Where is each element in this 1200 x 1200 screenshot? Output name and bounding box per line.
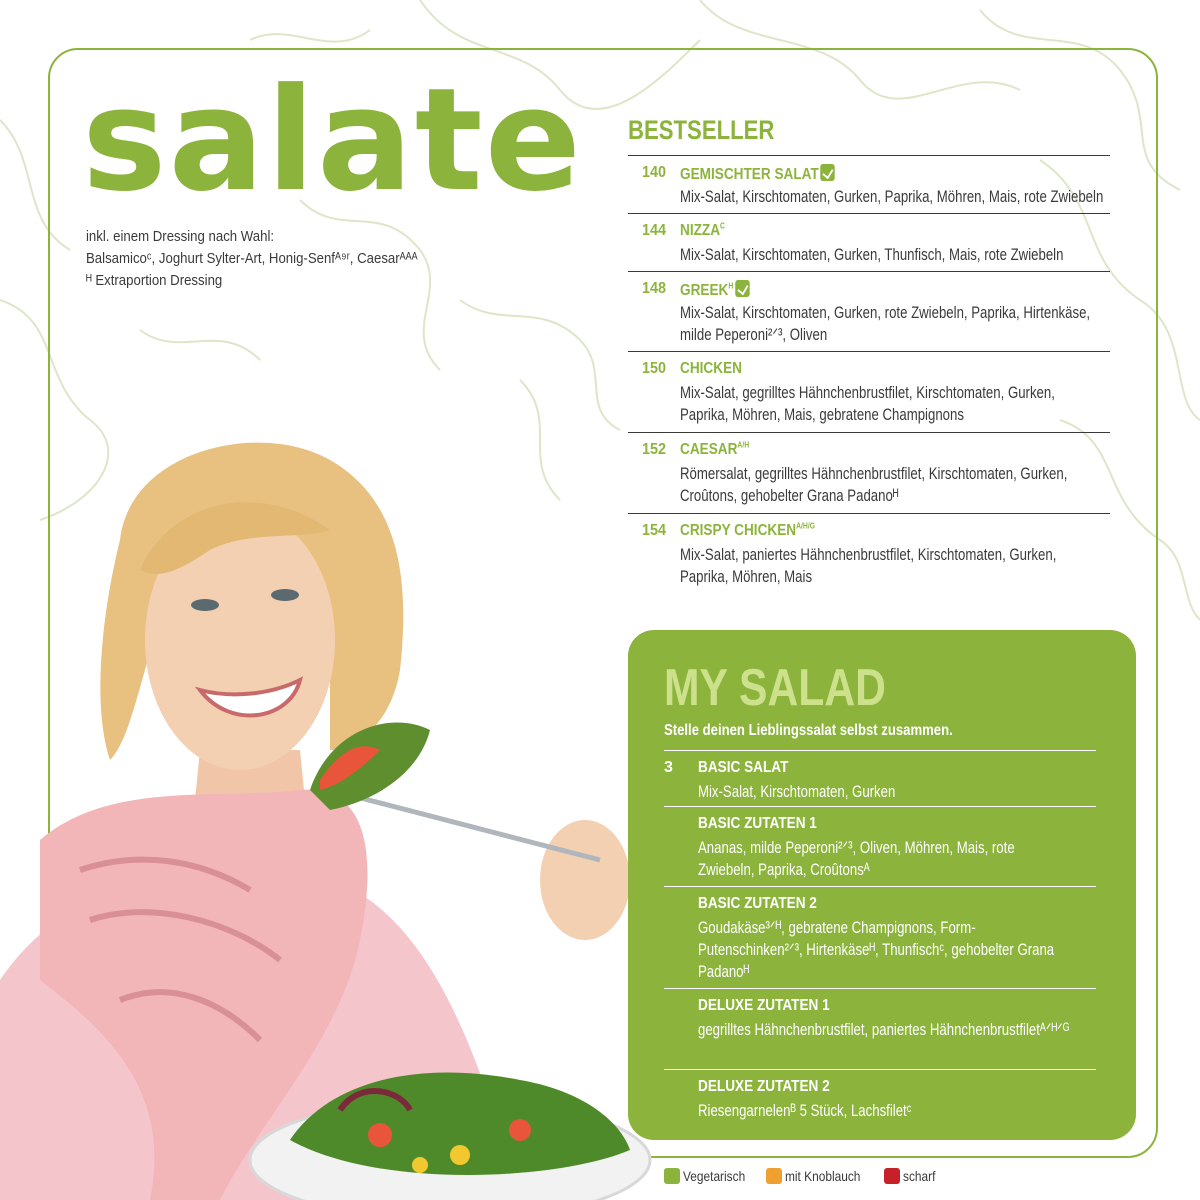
allergen-code: H <box>728 281 734 291</box>
menu-item <box>628 155 1110 213</box>
item-description: Goudakäse³ᐟᴴ, gebratene Champignons, Form-Putenschinken²ᐟ³, Hirtenkäseᴴ, Thunfischᶜ, gehobelter Grana Padanoᴴ <box>698 919 1055 981</box>
menu-item <box>628 271 1110 351</box>
item-description: Römersalat, gegrilltes Hähnchenbrustfilet, Kirschtomaten, Gurken, Croûtons, gehobelter Grana Padanoᴴ <box>680 465 1068 505</box>
my-salad-subtitle: Stelle deinen Lieblingssalat selbst zusammen. <box>664 722 953 739</box>
item-name: $NIZZA^C$ <box>680 221 725 239</box>
menu-item <box>664 886 1096 988</box>
chili-icon <box>884 1168 900 1184</box>
legend-item-vegetarian: Vegetarisch <box>664 1168 756 1184</box>
allergen-code: C <box>720 221 725 231</box>
item-description: Mix-Salat, Kirschtomaten, Gurken, rote Zwiebeln, Paprika, Hirtenkäse, milde Peperoni²ᐟ³, Oliven <box>680 304 1091 344</box>
dressing-info <box>86 226 456 292</box>
legend-item-spicy: scharf <box>884 1168 941 1184</box>
garlic-icon <box>766 1168 782 1184</box>
my-salad-list <box>664 750 1096 1129</box>
my-salad-panel <box>628 630 1136 1140</box>
item-name: BASIC ZUTATEN 1 <box>698 815 817 832</box>
vegetarian-icon <box>820 164 834 181</box>
item-description: Mix-Salat, paniertes Hähnchenbrustfilet, Kirschtomaten, Gurken, Paprika, Möhren, Mais <box>680 546 1057 586</box>
item-description: Riesengarnelenᴮ 5 Stück, Lachsfiletᶜ <box>698 1102 912 1120</box>
bestseller-list <box>628 155 1110 593</box>
item-description: Mix-Salat, Kirschtomaten, Gurken, Thunfisch, Mais, rote Zwiebeln <box>680 246 1064 264</box>
woman-eating-salad-photo <box>0 420 660 1200</box>
item-number: 154 <box>642 522 667 539</box>
item-name: DELUXE ZUTATEN 1 <box>698 997 830 1014</box>
item-number: 148 <box>642 280 667 297</box>
item-description: Mix-Salat, Kirschtomaten, Gurken <box>698 783 896 801</box>
dressing-extra-note: ᴴ Extraportion Dressing <box>86 272 223 289</box>
dressing-intro: inkl. einem Dressing nach Wahl: <box>86 228 275 245</box>
page-title: salate <box>82 58 584 223</box>
item-name: DELUXE ZUTATEN 2 <box>698 1078 830 1095</box>
allergen-code: A/H/G <box>796 521 816 531</box>
menu-item <box>664 988 1096 1069</box>
item-number: 140 <box>642 164 667 181</box>
item-name: $GREEK^H$ <box>680 280 749 300</box>
menu-item <box>664 806 1096 886</box>
item-description: gegrilltes Hähnchenbrustfilet, paniertes Hähnchenbrustfiletᴬᐟᴴᐟᴳ <box>698 1021 1070 1039</box>
item-description: Mix-Salat, gegrilltes Hähnchenbrustfilet, Kirschtomaten, Gurken, Paprika, Möhren, Mais, gebratene Champignons <box>680 384 1055 424</box>
item-name: GEMISCHTER SALAT <box>680 164 835 184</box>
menu-item <box>628 351 1110 432</box>
item-name: CRISPY $CHICKEN^{A/H/G}$ <box>680 521 816 539</box>
item-number: 152 <box>642 441 667 458</box>
item-name: CHICKEN <box>680 360 742 377</box>
item-description: Ananas, milde Peperoni²ᐟ³, Oliven, Möhren, Mais, rote Zwiebeln, Paprika, Croûtonsᴬ <box>698 839 1015 879</box>
dressing-options: Balsamicoᶜ, Joghurt Sylter-Art, Honig-Senfᴬ⁹ʳ, Caesarᴬᴬᴬ <box>86 250 418 267</box>
item-description: Mix-Salat, Kirschtomaten, Gurken, Paprika, Möhren, Mais, rote Zwiebeln <box>680 188 1104 206</box>
my-salad-title: MY SALAD <box>664 659 886 717</box>
menu-item <box>628 513 1110 593</box>
legend <box>664 1168 947 1186</box>
menu-item <box>664 750 1096 806</box>
vegetarian-icon <box>735 280 749 297</box>
menu-item <box>628 213 1110 271</box>
legend-item-garlic: mit Knoblauch <box>766 1168 874 1184</box>
vegetarian-icon <box>664 1168 680 1184</box>
menu-item <box>664 1069 1096 1129</box>
item-number: 150 <box>642 360 667 377</box>
bestseller-heading: BESTSELLER <box>628 115 775 145</box>
menu-item <box>628 432 1110 513</box>
item-name: BASIC SALAT <box>698 759 789 776</box>
item-number: 3 <box>664 759 673 776</box>
item-number: 144 <box>642 222 667 239</box>
allergen-code: A/H <box>737 440 750 450</box>
item-name: $CAESAR^{A/H}$ <box>680 440 750 458</box>
item-name: BASIC ZUTATEN 2 <box>698 895 817 912</box>
